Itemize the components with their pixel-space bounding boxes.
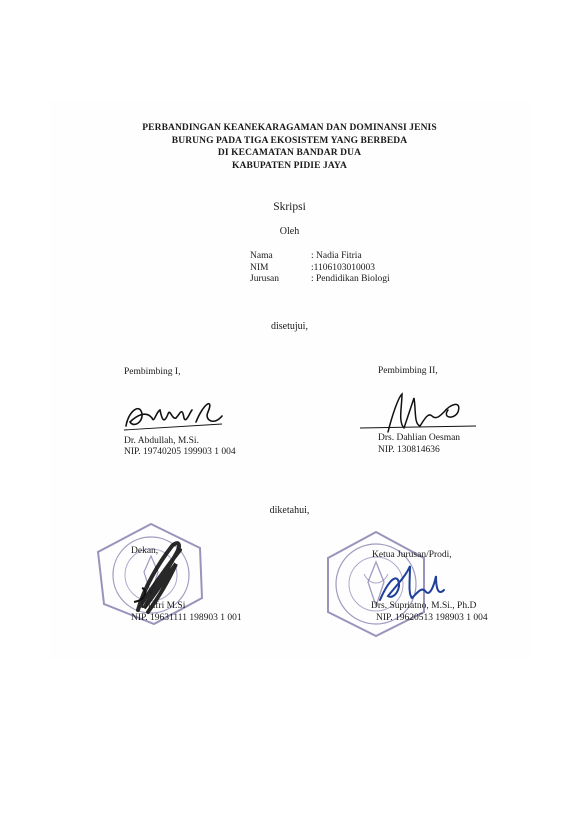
document-title [0,122,579,172]
dekan-nip: NIP. 19631111 198903 1 001 [131,613,242,623]
jurusan-value: : Pendidikan Biologi [311,274,390,284]
approved-label: disetujui, [271,321,308,332]
ketua-nip: NIP. 19620513 198903 1 004 [376,613,488,623]
title-line-1: PERBANDINGAN KEANEKARAGAMAN DAN DOMINANSI JENIS [142,123,437,133]
nim-label: NIM [250,262,269,273]
nim-value: :1106103010003 [311,262,376,273]
pembimbing-2-nip: NIP. 130814636 [378,445,440,455]
pembimbing-1-name: Dr. Abdullah, M.Si. [124,436,199,446]
pembimbing-1-nip: NIP. 19740205 199903 1 004 [124,447,236,457]
title-line-2: BURUNG PADA TIGA EKOSISTEM YANG BERBEDA [171,135,408,146]
pembimbing-2-role: Pembimbing II, [378,366,438,376]
dekan-name: Djufri M.Si [141,601,186,611]
pembimbing-2-signature [358,386,478,436]
ketua-name: Drs. Supriatno, M.Si., Ph.D [371,601,477,611]
ketua-role: Ketua Jurusan/Prodi, [372,550,452,560]
jurusan-label: Jurusan [250,274,280,284]
document-type: Skripsi [273,201,306,213]
dekan-role: Dekan, [131,546,159,556]
title-line-4: KABUPATEN PIDIE JAYA [232,160,347,171]
title-line-3: DI KECAMATAN BANDAR DUA [217,148,362,158]
pembimbing-2-name: Drs. Dahlian Oesman [378,433,461,443]
by-label: Oleh [279,226,300,237]
student-info [250,251,390,286]
pembimbing-1-signature [118,392,228,434]
pembimbing-1-role: Pembimbing I, [124,367,181,377]
nama-label: Nama [250,251,273,261]
acknowledged-label: diketahui, [269,505,310,516]
nama-value: : Nadia Fitria [311,251,362,261]
